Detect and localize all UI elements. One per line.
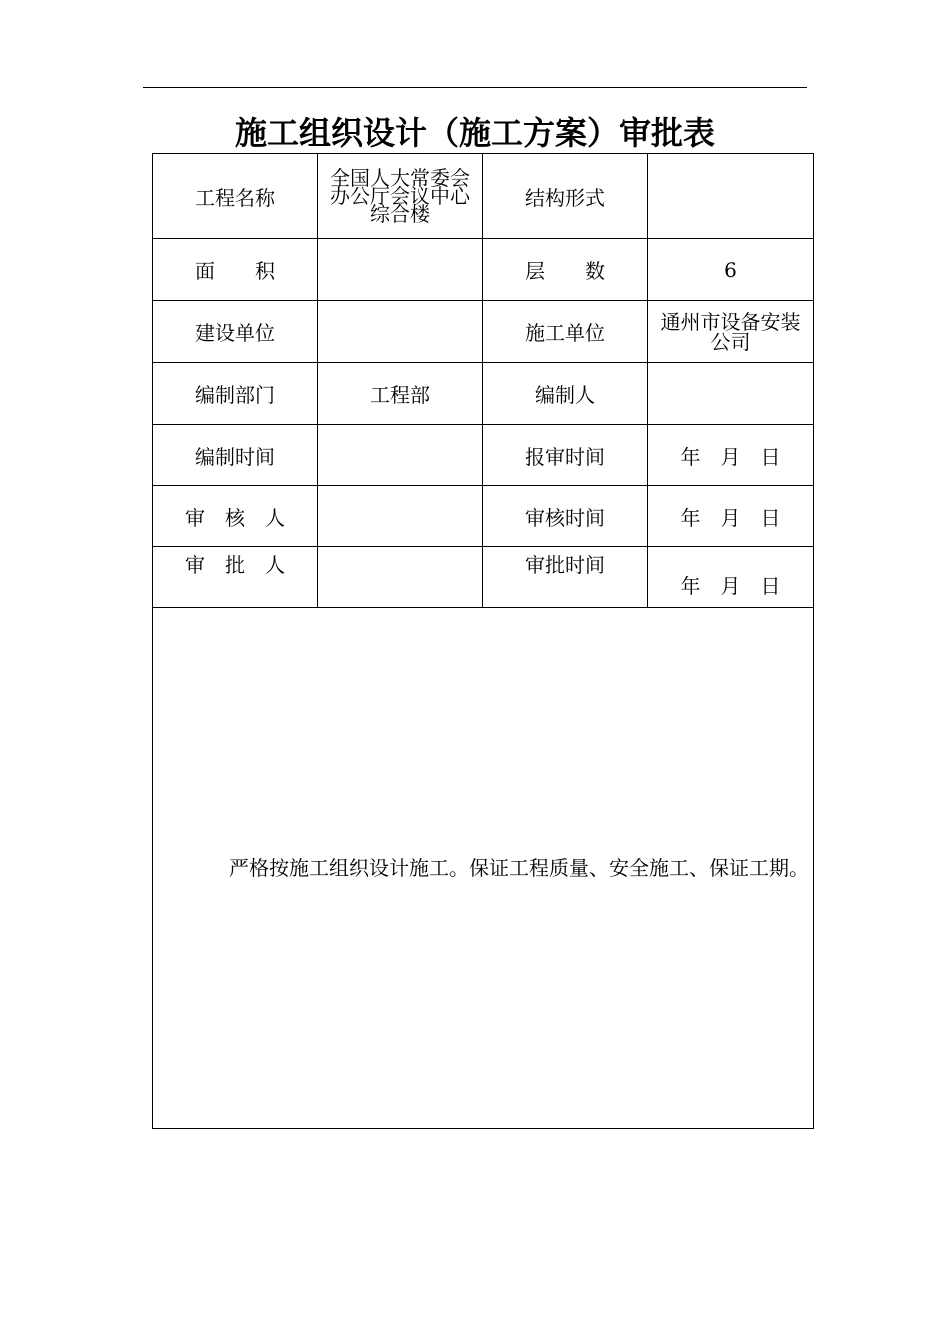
- value-approver: [318, 547, 483, 608]
- label-review-time: 审核时间: [483, 486, 648, 547]
- table-row: [153, 608, 814, 1129]
- form-title: 施工组织设计（施工方案）审批表: [234, 114, 715, 152]
- label-area: 面 积: [153, 239, 318, 301]
- label-author: 编制人: [483, 363, 648, 425]
- label-compile-time: 编制时间: [153, 425, 318, 486]
- value-reviewer: [318, 486, 483, 547]
- label-project-name: 工程名称: [153, 154, 318, 239]
- label-floors: 层 数: [483, 239, 648, 301]
- value-area: [318, 239, 483, 301]
- opinion-text: 严格按施工组织设计施工。保证工程质量、安全施工、保证工期。: [229, 856, 809, 880]
- table-row: [153, 425, 814, 486]
- value-dept: 工程部: [318, 363, 483, 425]
- table-row: [153, 154, 814, 239]
- value-author: [648, 363, 814, 425]
- label-contractor: 施工单位: [483, 301, 648, 363]
- label-approve-time: 审批时间: [483, 547, 648, 608]
- opinion-cell: [153, 608, 814, 1129]
- label-owner-unit: 建设单位: [153, 301, 318, 363]
- approval-form-table: [152, 153, 814, 1129]
- value-compile-time: [318, 425, 483, 486]
- table-row: [153, 363, 814, 425]
- value-owner-unit: [318, 301, 483, 363]
- label-structure-type: 结构形式: [483, 154, 648, 239]
- label-reviewer: 审 核 人: [153, 486, 318, 547]
- table-row: [153, 486, 814, 547]
- label-approver: 审 批 人: [153, 547, 318, 608]
- table-row: [153, 239, 814, 301]
- label-submit-time: 报审时间: [483, 425, 648, 486]
- value-project-name: [318, 154, 483, 239]
- value-structure-type: [648, 154, 814, 239]
- label-dept: 编制部门: [153, 363, 318, 425]
- value-floors: 6: [648, 239, 814, 301]
- table-row: [153, 301, 814, 363]
- value-submit-time: 年 月 日: [648, 425, 814, 486]
- value-approve-time: 年 月 日: [648, 547, 814, 608]
- project-name-text: 全国人大常委会办公厅会议中心综合楼: [330, 166, 470, 226]
- header-rule: [143, 87, 807, 88]
- table-row: [153, 547, 814, 608]
- contractor-text: 通州市设备安装公司: [660, 309, 801, 354]
- value-review-time: 年 月 日: [648, 486, 814, 547]
- value-contractor: [648, 301, 814, 363]
